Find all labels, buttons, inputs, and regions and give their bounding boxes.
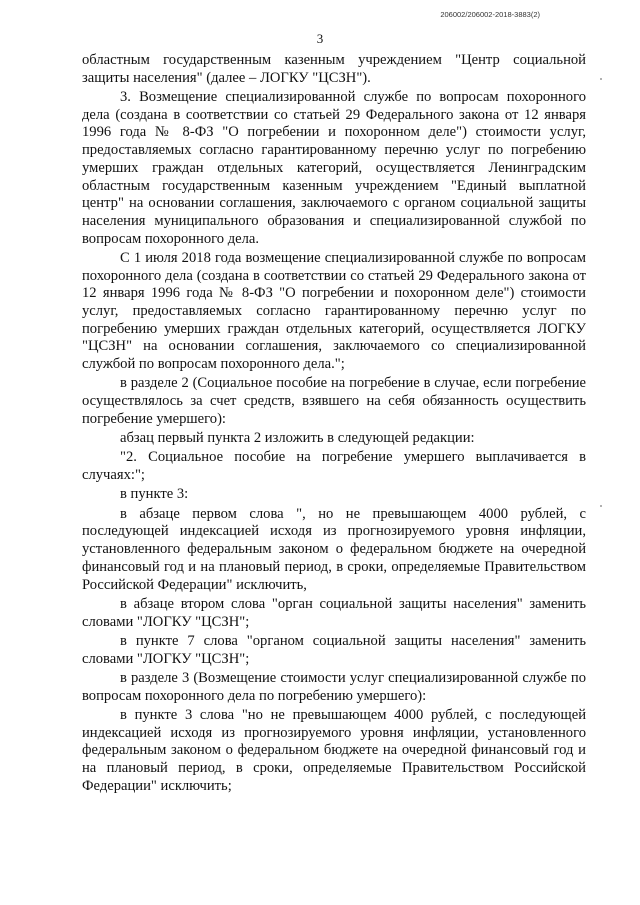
document-id: 206002/206002-2018-3883(2) [440, 10, 540, 19]
paragraph: абзац первый пункта 2 изложить в следующей редакции: [120, 430, 475, 447]
paragraph: в пункте 7 слова "органом социальной защиты населения" заменить словами "ЛОГКУ "ЦСЗН"; [82, 632, 586, 667]
scan-artifact [600, 505, 602, 507]
paragraph: "2. Социальное пособие на погребение умершего выплачивается в случаях:"; [82, 449, 586, 484]
paragraph: в абзаце втором слова "орган социальной защиты населения" заменить словами "ЛОГКУ "ЦСЗН"; [82, 595, 586, 630]
paragraph: в пункте 3 слова "но не превышающем 4000 рублей, с последующей индексацией исходя из прогнозируемого уровня инфляции, установленного федеральным законом о федеральном бюджете на очередной финансовый год и на плановый период, в сроки, определяемые Правительством Российской Федерации" исключить; [82, 706, 586, 794]
paragraph: областным государственным казенным учреждением "Центр социальной защиты населения" (далее – ЛОГКУ "ЦСЗН"). [82, 52, 586, 86]
page-number: 3 [316, 31, 324, 46]
paragraph: 3. Возмещение специализированной службе по вопросам похоронного дела (создана в соответствии со статьей 29 Федерального закона от 12 января 1996 года № 8-ФЗ "О погребении и похоронном деле") стоимости услуг, предоставляемых согласно гарантированному перечню услуг по погребению умерших граждан отдельных категорий, осуществляется Ленинградским областным государственным казенным учреждением "Единый выплатной центр" на основании соглашения, заключаемого с органом социальной защиты населения муниципального образования и специализированной службой по вопросам похоронного дела. [82, 89, 586, 247]
paragraph: в разделе 2 (Социальное пособие на погребение в случае, если погребение осуществлялось за счет средств, взявшего на себя обязанность осуществить погребение умершего): [82, 375, 586, 427]
scan-artifact [600, 78, 602, 80]
paragraph: в пункте 3: [120, 486, 189, 503]
paragraph: С 1 июля 2018 года возмещение специализированной службе по вопросам похоронного дела (создана в соответствии со статьей 29 Федерального закона от 12 января 1996 года № 8-ФЗ "О погребении и похоронном деле") стоимости услуг, предоставляемых согласно гарантированному перечню услуг по погребению умерших граждан отдельных категорий, осуществляется ЛОГКУ "ЦСЗН" на основании соглашения, заключаемого со специализированной службой по вопросам похоронного дела."; [82, 249, 586, 373]
paragraph: в разделе 3 (Возмещение стоимости услуг специализированной службе по вопросам похоронного дела по погребению умершего): [82, 669, 586, 704]
paragraph: в абзаце первом слова ", но не превышающем 4000 рублей, с последующей индексацией исходя из прогнозируемого уровня инфляции, установленного федеральным законом о федеральном бюджете на очередной финансовый год и на плановый период, в сроки, определяемые Правительством Российской Федерации" исключить, [82, 505, 586, 593]
document-body [82, 52, 586, 797]
